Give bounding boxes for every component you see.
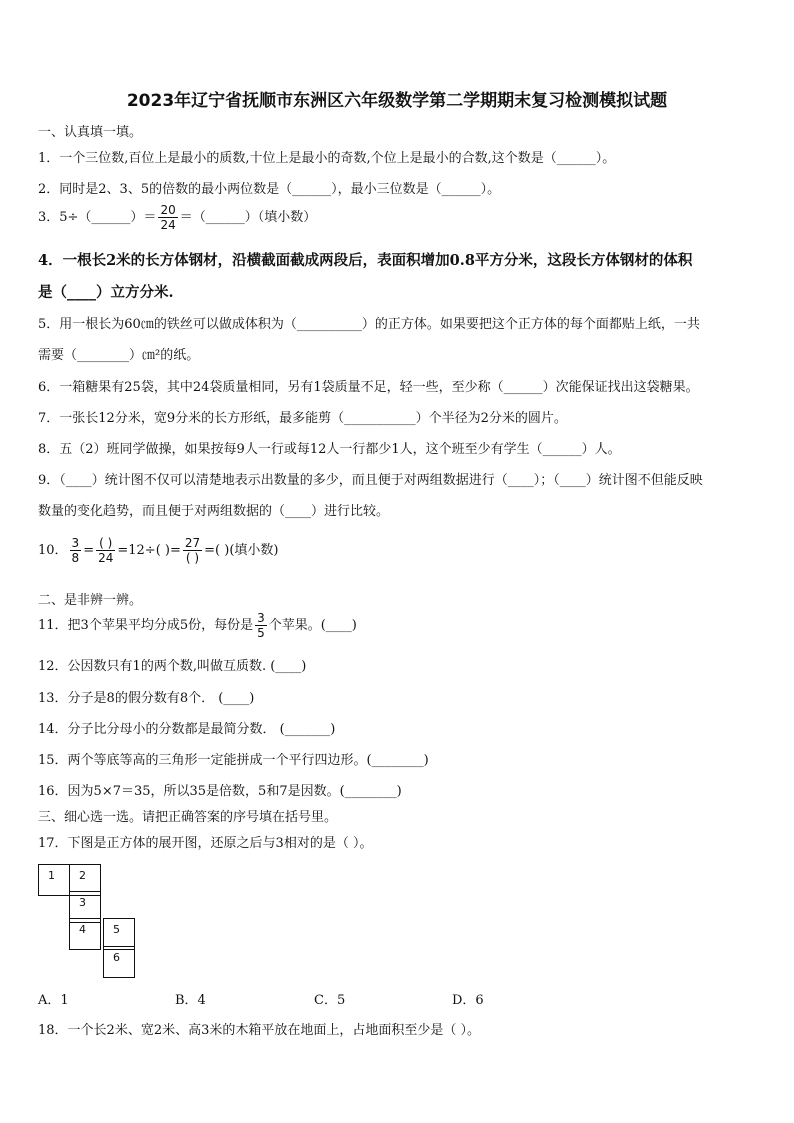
- cube-face-2: 2: [69, 864, 101, 896]
- fraction-numerator: 3: [257, 611, 265, 625]
- question-12: 12．公因数只有1的两个数,叫做互质数. (____): [38, 659, 307, 674]
- question-10-fraction-1: [70, 536, 82, 565]
- question-4-line-2: 是（____）立方分米.: [38, 284, 174, 301]
- question-7: 7．一张长12分米，宽9分米的长方形纸，最多能剪（___________）个半径为2分米的圆片。: [38, 411, 567, 426]
- option-c: C．5: [314, 993, 346, 1008]
- question-10-prefix: 10．: [38, 543, 68, 558]
- question-10-fraction-2: [96, 536, 115, 565]
- fraction-denominator: 24: [160, 218, 176, 232]
- question-15: 15．两个等底等高的三角形一定能拼成一个平行四边形。(________): [38, 753, 429, 768]
- equals-sign: =: [83, 543, 95, 558]
- question-3-fraction: [158, 203, 177, 232]
- question-16: 16．因为5×7＝35，所以35是倍数，5和7是因数。(________): [38, 784, 402, 799]
- question-3: [38, 203, 316, 232]
- fraction-denominator: 5: [257, 626, 265, 640]
- question-11-prefix: 11．把3个苹果平均分成5份，每份是: [38, 618, 254, 633]
- fraction-numerator: 27: [184, 536, 201, 550]
- question-17: 17．下图是正方体的展开图，还原之后与3相对的是（ ）。: [38, 836, 373, 851]
- fraction-numerator: 20: [160, 203, 176, 217]
- section-3-heading: 三、细心选一选。请把正确答案的序号填在括号里。: [38, 810, 338, 825]
- question-3-prefix: 3．5÷（______）＝: [38, 210, 157, 225]
- fraction-denominator: 24: [98, 551, 114, 565]
- section-2-heading: 二、是非辨一辨。: [38, 593, 143, 608]
- question-10-fraction-3: [183, 536, 202, 565]
- cube-face-5: 5: [103, 918, 135, 950]
- question-18: 18．一个长2米、宽2米、高3米的木箱平放在地面上，占地面积至少是（ ）。: [38, 1023, 480, 1038]
- question-5-line-2: 需要（________）㎝²的纸。: [38, 348, 200, 363]
- question-8: 8．五（2）班同学做操，如果按每9人一行或每12人一行都少1人，这个班至少有学生（______）人。: [38, 442, 621, 457]
- question-11-suffix: 个苹果。(____): [268, 618, 357, 633]
- fraction-denominator: 8: [71, 551, 80, 565]
- question-13: 13．分子是8的假分数有8个． (____): [38, 691, 255, 706]
- option-a: A．1: [38, 993, 69, 1008]
- question-6: 6．一箱糖果有25袋，其中24袋质量相同，另有1袋质量不足，轻一些，至少称（______）次能保证找出这袋糖果。: [38, 380, 699, 395]
- question-10-suffix: =( )(填小数): [204, 543, 279, 558]
- fraction-denominator: ( ): [185, 551, 200, 565]
- cube-face-1: 1: [38, 864, 70, 896]
- option-d: D．6: [452, 993, 484, 1008]
- question-5-line-1: 5．用一根长为60㎝的铁丝可以做成体积为（__________）的正方体。如果要把这个正方体的每个面都贴上纸，一共: [38, 317, 700, 332]
- question-11: [38, 611, 357, 640]
- cube-face-3: 3: [69, 891, 101, 923]
- fraction-numerator: 3: [71, 536, 80, 550]
- question-2: 2．同时是2、3、5的倍数的最小两位数是（______），最小三位数是（______）。: [38, 182, 501, 197]
- cube-face-6: 6: [103, 946, 135, 978]
- question-9-line-2: 数量的变化趋势，而且便于对两组数据的（____）进行比较。: [38, 504, 390, 519]
- page-title: 2023年辽宁省抚顺市东洲区六年级数学第二学期期末复习检测模拟试题: [126, 91, 668, 111]
- section-1-heading: 一、认真填一填。: [38, 125, 143, 140]
- cube-face-4: 4: [69, 918, 101, 950]
- question-14: 14．分子比分母小的分数都是最简分数． (_______): [38, 722, 336, 737]
- question-3-suffix: ＝（______）（填小数）: [179, 210, 317, 225]
- question-4-line-1: 4．一根长2米的长方体钢材，沿横截面截成两段后，表面积增加0.8平方分米，这段长方体钢材的体积: [38, 252, 693, 269]
- question-10: [38, 536, 278, 565]
- option-b: B．4: [175, 993, 206, 1008]
- question-10-middle: =12÷( )=: [117, 543, 181, 558]
- cube-net-diagram: [38, 864, 138, 979]
- question-1: 1．一个三位数,百位上是最小的质数,十位上是最小的奇数,个位上是最小的合数,这个数是（______）。: [38, 151, 616, 166]
- question-9-line-1: 9．（____）统计图不仅可以清楚地表示出数量的多少，而且便于对两组数据进行（____）；（____）统计图不但能反映: [38, 473, 703, 488]
- question-11-fraction: [255, 611, 267, 640]
- fraction-numerator: ( ): [96, 536, 115, 551]
